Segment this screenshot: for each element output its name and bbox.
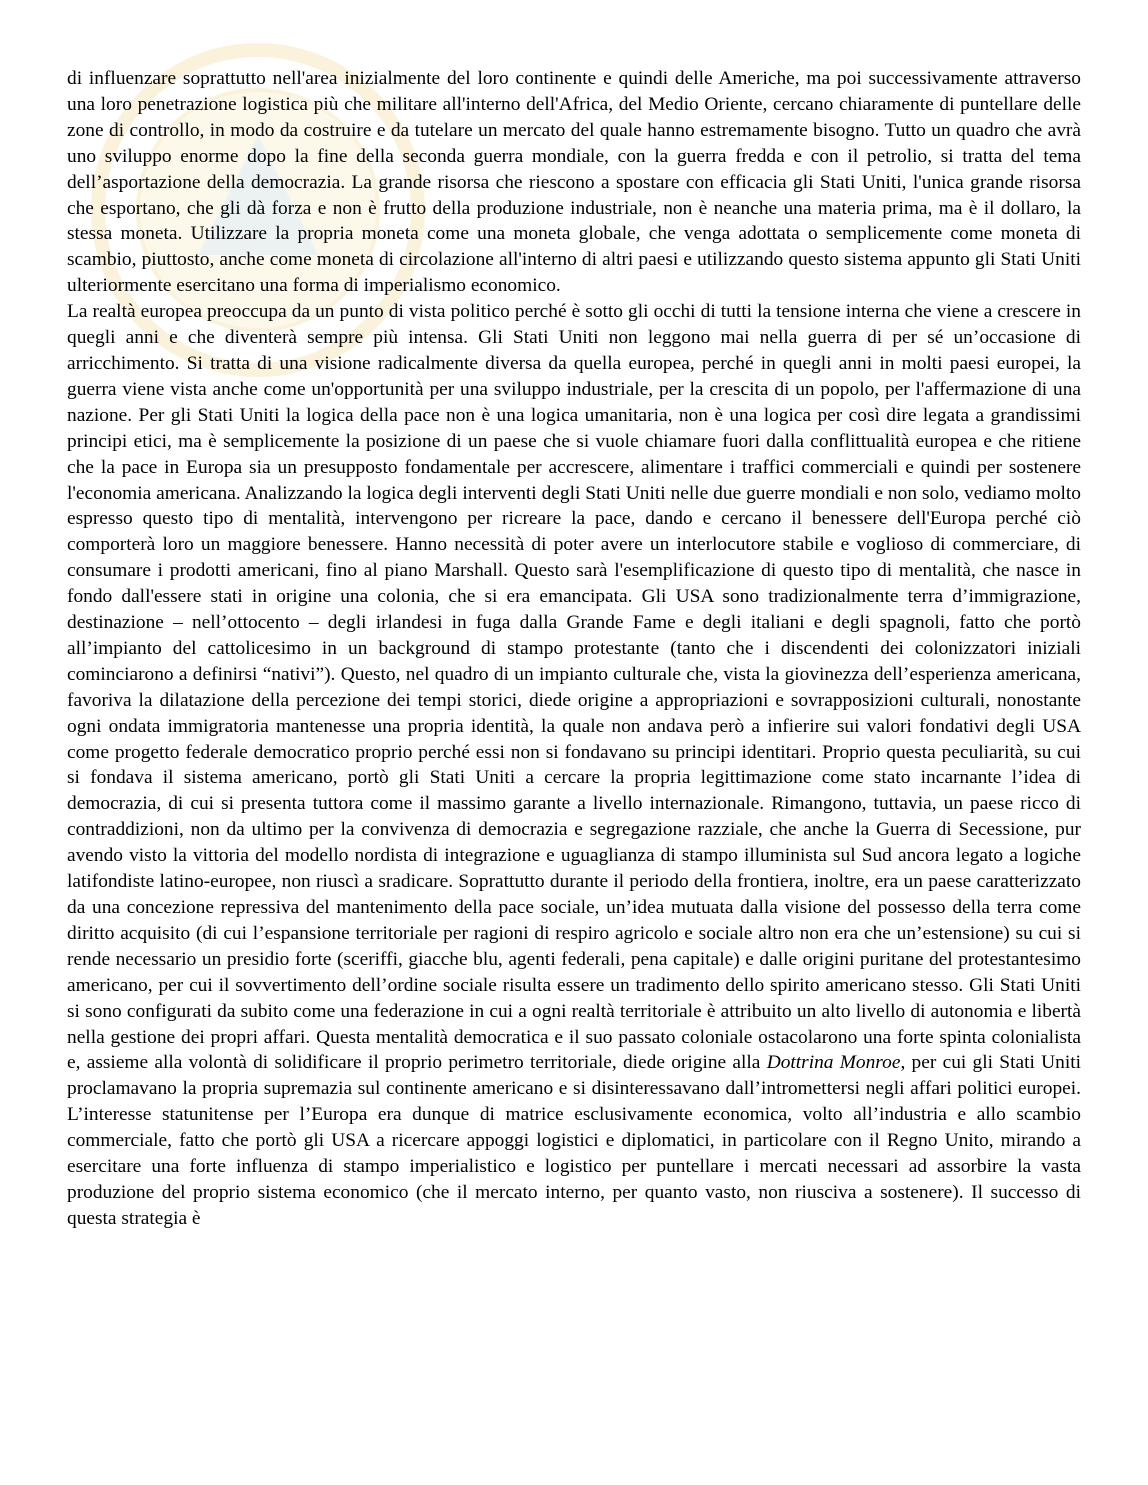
- paragraph-1: di influenzare soprattutto nell'area inizialmente del loro continente e quindi delle Americhe, ma poi successivamente attraverso una loro penetrazione logistica più che militare all'interno dell'Africa, del Medio Oriente, cercano chiaramente di puntellare delle zone di controllo, in modo da costruire e da tutelare un mercato del quale hanno estremamente bisogno. Tutto un quadro che avrà uno sviluppo enorme dopo la fine della seconda guerra mondiale, con la guerra fredda e con il petrolio, si tratta del tema dell’asportazione della democrazia. La grande risorsa che riescono a spostare con efficacia gli Stati Uniti, l'unica grande risorsa che esportano, che gli dà forza e non è frutto della produzione industriale, non è neanche una materia prima, ma è il dollaro, la stessa moneta. Utilizzare la propria moneta come una moneta globale, che venga adottata o semplicemente come moneta di scambio, piuttosto, anche come moneta di circolazione all'interno di altri paesi e utilizzando questo sistema appunto gli Stati Uniti ulteriormente esercitano una forma di imperialismo economico.: [67, 68, 1081, 297]
- paragraph-2-italic-term: Dottrina Monroe: [766, 1052, 901, 1074]
- paragraph-2: [67, 299, 1081, 1232]
- paragraph-2-text-start: La realtà europea preoccupa da un punto di vista politico perché è sotto gli occhi di tutti la tensione interna che viene a crescere in quegli anni e che diventerà sempre più intensa. Gli Stati Uniti non leggono mai nella guerra di per sé un’occasione di arricchimento. Si tratta di una visione radicalmente diversa da quella europea, perché in quegli anni in molti paesi europei, la guerra viene vista anche come un'opportunità per una sviluppo industriale, per la crescita di un popolo, per l'affermazione di una nazione. Per gli Stati Uniti la logica della pace non è una logica umanitaria, non è una logica per così dire legata a grandissimi principi etici, ma è semplicemente la posizione di un paese che si vuole chiamare fuori dalla conflittualità europea e che ritiene che la pace in Europa sia un presupposto fondamentale per accrescere, alimentare i traffici commerciali e quindi per sostenere l'economia americana. Analizzando la logica degli interventi degli Stati Uniti nelle due guerre mondiali e non solo, vediamo molto espresso questo tipo di mentalità, intervengono per ricreare la pace, dando e cercano il benessere dell'Europa perché ciò comporterà loro un maggiore benessere. Hanno necessità di poter avere un interlocutore stabile e voglioso di commerciare, di consumare i prodotti americani, fino al piano Marshall. Questo sarà l'esemplificazione di questo tipo di mentalità, che nasce in fondo dall'essere stati in origine una colonia, che si era emancipata. Gli USA sono tradizionalmente terra d’immigrazione, destinazione – nell’ottocento – degli irlandesi in fuga dalla Grande Fame e degli italiani e degli spagnoli, fatto che portò all’impianto del cattolicesimo in un background di stampo protestante (tanto che i discendenti dei colonizzatori iniziali cominciarono a definirsi “nativi”). Questo, nel quadro di un impianto culturale che, vista la giovinezza dell’esperienza americana, favoriva la dilatazione della percezione dei tempi storici, diede origine a appropriazioni e sovrapposizioni culturali, nonostante ogni ondata immigratoria mantenesse una propria identità, la quale non andava però a infierire sui valori fondativi degli USA come progetto federale democratico proprio perché essi non si fondavano su principi identitari. Proprio questa peculiarità, su cui si fondava il sistema americano, portò gli Stati Uniti a cercare la propria legittimazione come stato incarnante l’idea di democrazia, di cui si presenta tuttora come il massimo garante a livello internazionale. Rimangono, tuttavia, un paese ricco di contraddizioni, non da ultimo per la convivenza di democrazia e segregazione razziale, che anche la Guerra di Secessione, pur avendo visto la vittoria del modello nordista di integrazione e uguaglianza di stampo illuminista sul Sud ancora legato a logiche latifondiste latino-europee, non riuscì a sradicare. Soprattutto durante il periodo della frontiera, inoltre, era un paese caratterizzato da una concezione repressiva del mantenimento della pace sociale, un’idea mutuata dalla visione del possesso della terra come diritto acquisito (di cui l’espansione territoriale per ragioni di respiro agricolo e sociale altro non era che un’estensione) su cui si rende necessario un presidio forte (sceriffi, giacche blu, agenti federali, pena capitale) e dalle origini puritane del protestantesimo americano, per cui il sovvertimento dell’ordine sociale risulta essere un tradimento dello spirito americano stesso. Gli Stati Uniti si sono configurati da subito come una federazione in cui a ogni realtà territoriale è attribuito un alto livello di autonomia e libertà nella gestione dei propri affari. Questa mentalità democratica e il suo passato coloniale ostacolarono una forte spinta colonialista e, assieme alla volontà di solidificare il proprio perimetro territoriale, diede origine alla: [67, 301, 1081, 1074]
- document-page: [67, 66, 1081, 1232]
- paragraph-2-text-end: , per cui gli Stati Uniti proclamavano la propria supremazia sul continente americano e si disinteressavano dall’intromettersi negli affari politici europei. L’interesse statunitense per l’Europa era dunque di matrice esclusivamente economica, volto all’industria e allo scambio commerciale, fatto che portò gli USA a ricercare appoggi logistici e diplomatici, in particolare con il Regno Unito, mirando a esercitare una forte influenza di stampo imperialistico e logistico per puntellare i mercati necessari ad assorbire la vasta produzione del proprio sistema economico (che il mercato interno, per quanto vasto, non riusciva a sostenere). Il successo di questa strategia è: [67, 1052, 1081, 1229]
